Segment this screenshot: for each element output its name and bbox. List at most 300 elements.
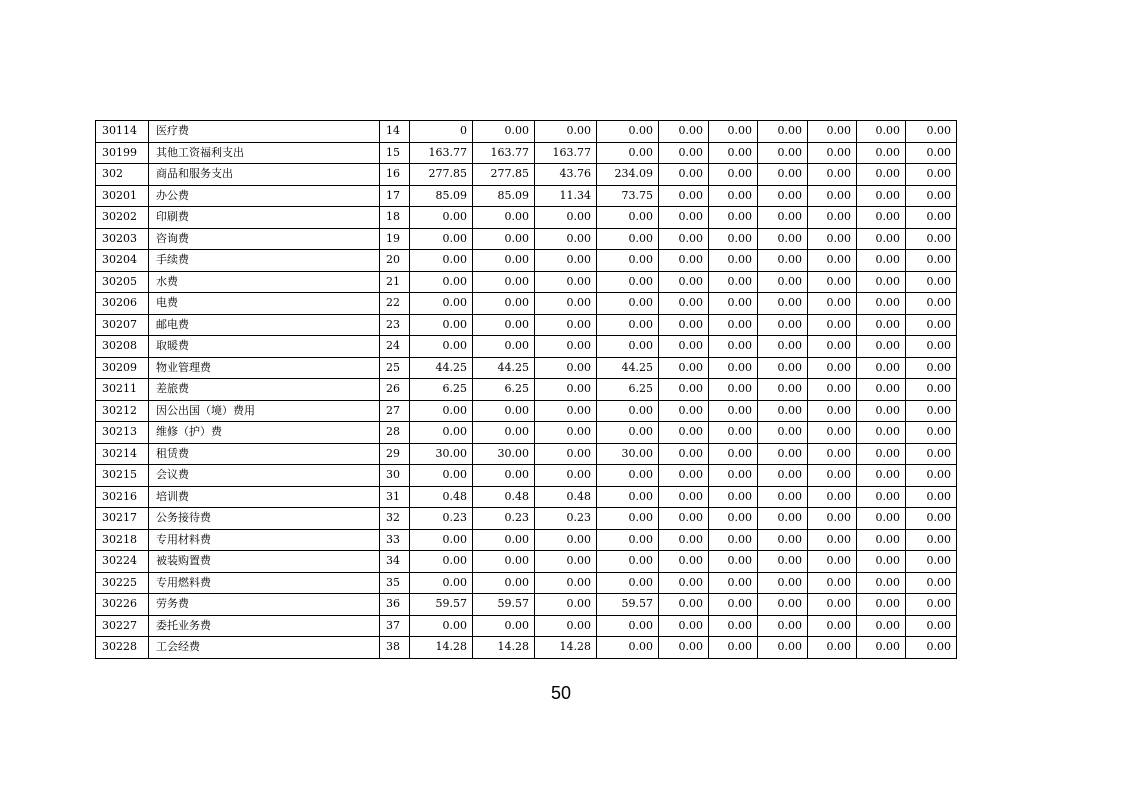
row-value: 0.00 xyxy=(758,551,808,573)
row-value: 14.28 xyxy=(535,637,597,659)
row-value: 0.00 xyxy=(659,615,709,637)
row-value: 0.00 xyxy=(857,637,906,659)
row-value: 0.00 xyxy=(473,422,535,444)
row-value: 0.00 xyxy=(857,400,906,422)
row-value: 0.00 xyxy=(659,164,709,186)
row-value: 0.00 xyxy=(535,314,597,336)
row-value: 0.00 xyxy=(473,572,535,594)
row-number: 19 xyxy=(380,228,410,250)
row-value: 0.00 xyxy=(535,400,597,422)
row-value: 0.00 xyxy=(808,572,857,594)
row-number: 34 xyxy=(380,551,410,573)
row-code: 30204 xyxy=(96,250,149,272)
row-value: 0.00 xyxy=(906,379,957,401)
row-value: 0.00 xyxy=(659,250,709,272)
row-value: 0.00 xyxy=(906,228,957,250)
row-number: 27 xyxy=(380,400,410,422)
row-value: 0 xyxy=(410,121,473,143)
row-name: 医疗费 xyxy=(149,121,380,143)
row-code: 30216 xyxy=(96,486,149,508)
row-value: 0.00 xyxy=(857,207,906,229)
row-value: 0.00 xyxy=(410,529,473,551)
row-number: 14 xyxy=(380,121,410,143)
row-value: 0.00 xyxy=(535,121,597,143)
row-value: 0.00 xyxy=(709,164,758,186)
row-name: 商品和服务支出 xyxy=(149,164,380,186)
row-value: 6.25 xyxy=(410,379,473,401)
row-value: 0.00 xyxy=(659,121,709,143)
table-row xyxy=(96,508,1057,530)
row-value: 0.00 xyxy=(758,594,808,616)
row-value: 0.00 xyxy=(535,379,597,401)
table-row xyxy=(96,443,1057,465)
row-value: 0.00 xyxy=(808,207,857,229)
row-value: 277.85 xyxy=(473,164,535,186)
row-code: 30208 xyxy=(96,336,149,358)
row-value: 0.00 xyxy=(597,228,659,250)
row-value: 0.00 xyxy=(597,486,659,508)
row-value: 0.00 xyxy=(659,400,709,422)
row-value: 0.00 xyxy=(709,529,758,551)
table-row xyxy=(96,465,1057,487)
row-value: 0.00 xyxy=(659,379,709,401)
table-row xyxy=(96,314,1057,336)
row-number: 21 xyxy=(380,271,410,293)
row-value: 43.76 xyxy=(535,164,597,186)
row-value: 0.00 xyxy=(906,293,957,315)
row-value: 0.00 xyxy=(808,508,857,530)
row-value: 0.00 xyxy=(709,594,758,616)
row-value: 0.00 xyxy=(597,400,659,422)
row-value: 0.00 xyxy=(535,594,597,616)
row-name: 水费 xyxy=(149,271,380,293)
row-value: 0.00 xyxy=(410,336,473,358)
row-value: 0.00 xyxy=(758,336,808,358)
row-value: 0.00 xyxy=(758,465,808,487)
table-row xyxy=(96,379,1057,401)
row-value: 0.00 xyxy=(857,379,906,401)
table-body xyxy=(96,121,1057,659)
row-value: 0.00 xyxy=(659,357,709,379)
row-value: 0.00 xyxy=(758,207,808,229)
row-name: 培训费 xyxy=(149,486,380,508)
row-value: 6.25 xyxy=(597,379,659,401)
row-number: 25 xyxy=(380,357,410,379)
row-number: 17 xyxy=(380,185,410,207)
row-value: 0.00 xyxy=(808,271,857,293)
row-number: 23 xyxy=(380,314,410,336)
row-name: 因公出国（境）费用 xyxy=(149,400,380,422)
row-value: 0.00 xyxy=(410,465,473,487)
row-code: 30211 xyxy=(96,379,149,401)
row-value: 0.00 xyxy=(808,142,857,164)
row-name: 委托业务费 xyxy=(149,615,380,637)
table-row xyxy=(96,293,1057,315)
row-value: 0.00 xyxy=(857,529,906,551)
row-value: 59.57 xyxy=(473,594,535,616)
row-value: 0.00 xyxy=(906,400,957,422)
table-row xyxy=(96,228,1057,250)
row-value: 0.00 xyxy=(857,594,906,616)
row-value: 0.00 xyxy=(410,250,473,272)
row-value: 0.00 xyxy=(659,465,709,487)
row-value: 0.00 xyxy=(758,250,808,272)
row-number: 36 xyxy=(380,594,410,616)
row-name: 租赁费 xyxy=(149,443,380,465)
row-number: 32 xyxy=(380,508,410,530)
row-value: 0.00 xyxy=(906,529,957,551)
row-value: 163.77 xyxy=(535,142,597,164)
row-value: 0.00 xyxy=(857,615,906,637)
row-name: 咨询费 xyxy=(149,228,380,250)
table-row xyxy=(96,250,1057,272)
row-value: 0.00 xyxy=(659,228,709,250)
row-value: 0.00 xyxy=(597,572,659,594)
row-value: 0.00 xyxy=(597,271,659,293)
row-value: 0.00 xyxy=(857,422,906,444)
table-row xyxy=(96,551,1057,573)
row-number: 38 xyxy=(380,637,410,659)
row-value: 0.00 xyxy=(808,164,857,186)
row-value: 0.00 xyxy=(808,400,857,422)
row-value: 0.00 xyxy=(597,422,659,444)
table-row xyxy=(96,529,1057,551)
row-value: 0.00 xyxy=(659,207,709,229)
row-name: 专用燃料费 xyxy=(149,572,380,594)
row-value: 0.00 xyxy=(659,443,709,465)
row-name: 手续费 xyxy=(149,250,380,272)
row-value: 0.00 xyxy=(758,164,808,186)
row-value: 0.00 xyxy=(535,357,597,379)
row-value: 0.00 xyxy=(597,121,659,143)
row-value: 0.00 xyxy=(709,615,758,637)
row-number: 37 xyxy=(380,615,410,637)
row-value: 0.00 xyxy=(709,508,758,530)
row-value: 0.00 xyxy=(758,486,808,508)
row-value: 0.00 xyxy=(473,400,535,422)
row-value: 0.00 xyxy=(473,228,535,250)
row-code: 30114 xyxy=(96,121,149,143)
row-name: 维修（护）费 xyxy=(149,422,380,444)
row-value: 0.00 xyxy=(808,594,857,616)
row-value: 0.00 xyxy=(857,465,906,487)
row-value: 0.00 xyxy=(535,529,597,551)
row-number: 26 xyxy=(380,379,410,401)
table-row xyxy=(96,422,1057,444)
row-value: 0.00 xyxy=(906,164,957,186)
row-value: 0.00 xyxy=(906,121,957,143)
row-value: 0.00 xyxy=(709,443,758,465)
table-row xyxy=(96,164,1057,186)
row-value: 0.00 xyxy=(857,508,906,530)
row-value: 14.28 xyxy=(410,637,473,659)
row-value: 0.00 xyxy=(709,551,758,573)
row-value: 0.00 xyxy=(906,207,957,229)
row-value: 0.00 xyxy=(659,142,709,164)
row-name: 邮电费 xyxy=(149,314,380,336)
row-code: 30209 xyxy=(96,357,149,379)
row-name: 会议费 xyxy=(149,465,380,487)
row-value: 0.00 xyxy=(808,314,857,336)
row-value: 0.00 xyxy=(808,422,857,444)
row-value: 0.00 xyxy=(709,465,758,487)
row-value: 0.00 xyxy=(535,615,597,637)
row-value: 0.00 xyxy=(709,271,758,293)
row-value: 0.00 xyxy=(906,637,957,659)
row-value: 0.00 xyxy=(535,271,597,293)
row-code: 30213 xyxy=(96,422,149,444)
row-name: 电费 xyxy=(149,293,380,315)
row-value: 0.00 xyxy=(709,400,758,422)
row-value: 0.00 xyxy=(709,121,758,143)
row-value: 0.00 xyxy=(410,228,473,250)
row-value: 0.00 xyxy=(758,293,808,315)
row-value: 0.00 xyxy=(758,271,808,293)
row-number: 15 xyxy=(380,142,410,164)
row-value: 0.00 xyxy=(709,142,758,164)
row-value: 0.00 xyxy=(659,486,709,508)
row-value: 0.00 xyxy=(597,637,659,659)
table-row xyxy=(96,594,1057,616)
row-value: 0.00 xyxy=(857,293,906,315)
row-name: 公务接待费 xyxy=(149,508,380,530)
row-number: 16 xyxy=(380,164,410,186)
row-value: 0.00 xyxy=(857,572,906,594)
row-value: 0.00 xyxy=(535,250,597,272)
row-value: 0.00 xyxy=(659,336,709,358)
row-name: 被装购置费 xyxy=(149,551,380,573)
row-value: 0.23 xyxy=(410,508,473,530)
table-row xyxy=(96,357,1057,379)
row-value: 0.00 xyxy=(808,443,857,465)
row-code: 30201 xyxy=(96,185,149,207)
row-value: 234.09 xyxy=(597,164,659,186)
row-value: 0.00 xyxy=(535,228,597,250)
table-row xyxy=(96,486,1057,508)
row-value: 0.00 xyxy=(906,508,957,530)
row-value: 0.00 xyxy=(758,314,808,336)
row-number: 29 xyxy=(380,443,410,465)
row-code: 30212 xyxy=(96,400,149,422)
row-value: 0.00 xyxy=(808,357,857,379)
row-value: 0.00 xyxy=(857,357,906,379)
row-value: 163.77 xyxy=(473,142,535,164)
row-value: 0.00 xyxy=(597,293,659,315)
row-code: 302 xyxy=(96,164,149,186)
row-value: 0.00 xyxy=(758,185,808,207)
row-code: 30224 xyxy=(96,551,149,573)
row-value: 14.28 xyxy=(473,637,535,659)
row-code: 30199 xyxy=(96,142,149,164)
row-value: 0.00 xyxy=(410,400,473,422)
row-value: 0.00 xyxy=(659,551,709,573)
row-value: 0.00 xyxy=(857,486,906,508)
row-code: 30206 xyxy=(96,293,149,315)
row-name: 差旅费 xyxy=(149,379,380,401)
row-value: 0.00 xyxy=(597,529,659,551)
row-value: 0.00 xyxy=(410,572,473,594)
row-value: 0.00 xyxy=(857,271,906,293)
row-value: 30.00 xyxy=(410,443,473,465)
row-value: 44.25 xyxy=(410,357,473,379)
row-value: 0.00 xyxy=(473,271,535,293)
row-value: 0.00 xyxy=(597,250,659,272)
row-value: 0.00 xyxy=(758,529,808,551)
row-value: 0.00 xyxy=(473,551,535,573)
row-value: 0.23 xyxy=(535,508,597,530)
row-value: 0.00 xyxy=(808,379,857,401)
row-value: 0.00 xyxy=(857,443,906,465)
row-value: 0.00 xyxy=(709,207,758,229)
row-number: 31 xyxy=(380,486,410,508)
row-name: 劳务费 xyxy=(149,594,380,616)
row-value: 0.00 xyxy=(808,637,857,659)
expenditure-table xyxy=(95,120,1057,659)
row-value: 0.00 xyxy=(758,228,808,250)
table-row xyxy=(96,142,1057,164)
row-value: 0.00 xyxy=(535,207,597,229)
row-value: 0.00 xyxy=(709,486,758,508)
row-value: 59.57 xyxy=(597,594,659,616)
row-value: 0.00 xyxy=(473,465,535,487)
row-code: 30218 xyxy=(96,529,149,551)
row-value: 0.00 xyxy=(758,615,808,637)
row-value: 0.00 xyxy=(906,314,957,336)
row-value: 0.00 xyxy=(906,615,957,637)
row-value: 0.00 xyxy=(906,142,957,164)
row-name: 物业管理费 xyxy=(149,357,380,379)
row-code: 30228 xyxy=(96,637,149,659)
row-value: 0.00 xyxy=(535,443,597,465)
row-value: 0.00 xyxy=(857,336,906,358)
table-row xyxy=(96,336,1057,358)
row-value: 0.00 xyxy=(906,572,957,594)
row-code: 30215 xyxy=(96,465,149,487)
row-value: 0.00 xyxy=(535,465,597,487)
row-value: 0.00 xyxy=(758,637,808,659)
row-name: 取暖费 xyxy=(149,336,380,358)
row-value: 0.00 xyxy=(808,551,857,573)
row-number: 35 xyxy=(380,572,410,594)
table-row xyxy=(96,572,1057,594)
row-value: 0.00 xyxy=(709,314,758,336)
row-code: 30202 xyxy=(96,207,149,229)
row-value: 0.00 xyxy=(410,615,473,637)
row-value: 0.00 xyxy=(857,164,906,186)
row-value: 0.00 xyxy=(808,465,857,487)
row-code: 30225 xyxy=(96,572,149,594)
row-value: 0.00 xyxy=(659,572,709,594)
row-value: 0.00 xyxy=(410,422,473,444)
row-value: 0.00 xyxy=(808,336,857,358)
row-value: 0.00 xyxy=(473,615,535,637)
row-value: 73.75 xyxy=(597,185,659,207)
table-row xyxy=(96,637,1057,659)
row-value: 0.00 xyxy=(758,379,808,401)
row-value: 0.00 xyxy=(597,615,659,637)
row-value: 0.00 xyxy=(808,615,857,637)
row-value: 0.00 xyxy=(535,336,597,358)
table-row xyxy=(96,271,1057,293)
row-value: 0.00 xyxy=(758,357,808,379)
row-value: 0.00 xyxy=(709,357,758,379)
row-value: 0.00 xyxy=(473,314,535,336)
row-value: 0.00 xyxy=(758,508,808,530)
row-value: 0.00 xyxy=(659,271,709,293)
row-value: 30.00 xyxy=(597,443,659,465)
row-value: 0.00 xyxy=(709,293,758,315)
table-row xyxy=(96,207,1057,229)
row-value: 0.00 xyxy=(808,486,857,508)
row-name: 专用材料费 xyxy=(149,529,380,551)
row-code: 30226 xyxy=(96,594,149,616)
row-value: 0.00 xyxy=(709,228,758,250)
page-number: 50 xyxy=(550,683,572,703)
row-value: 0.00 xyxy=(857,314,906,336)
row-value: 0.48 xyxy=(410,486,473,508)
row-value: 0.00 xyxy=(410,551,473,573)
row-value: 0.00 xyxy=(410,271,473,293)
row-value: 0.00 xyxy=(597,207,659,229)
row-code: 30203 xyxy=(96,228,149,250)
row-value: 0.00 xyxy=(597,465,659,487)
row-value: 277.85 xyxy=(410,164,473,186)
row-name: 办公费 xyxy=(149,185,380,207)
row-value: 44.25 xyxy=(597,357,659,379)
row-number: 30 xyxy=(380,465,410,487)
row-value: 0.00 xyxy=(857,551,906,573)
row-value: 0.00 xyxy=(535,551,597,573)
row-value: 0.00 xyxy=(659,293,709,315)
row-number: 28 xyxy=(380,422,410,444)
row-value: 0.00 xyxy=(597,336,659,358)
row-value: 0.00 xyxy=(758,121,808,143)
row-value: 0.00 xyxy=(473,293,535,315)
row-value: 0.00 xyxy=(473,121,535,143)
row-value: 0.00 xyxy=(597,142,659,164)
row-value: 0.00 xyxy=(410,293,473,315)
row-value: 0.00 xyxy=(906,465,957,487)
row-value: 0.00 xyxy=(808,529,857,551)
row-value: 0.00 xyxy=(659,594,709,616)
row-code: 30214 xyxy=(96,443,149,465)
row-value: 0.00 xyxy=(535,422,597,444)
row-value: 0.00 xyxy=(758,400,808,422)
row-value: 0.00 xyxy=(906,336,957,358)
row-value: 0.00 xyxy=(709,422,758,444)
row-value: 0.00 xyxy=(659,185,709,207)
row-value: 0.48 xyxy=(535,486,597,508)
row-value: 0.00 xyxy=(709,185,758,207)
row-code: 30205 xyxy=(96,271,149,293)
row-value: 0.00 xyxy=(906,271,957,293)
row-name: 工会经费 xyxy=(149,637,380,659)
row-value: 0.48 xyxy=(473,486,535,508)
row-value: 0.00 xyxy=(473,336,535,358)
row-value: 0.00 xyxy=(808,185,857,207)
row-value: 0.00 xyxy=(709,572,758,594)
row-value: 0.00 xyxy=(597,551,659,573)
row-value: 0.00 xyxy=(857,142,906,164)
row-name: 其他工资福利支出 xyxy=(149,142,380,164)
row-value: 0.00 xyxy=(857,250,906,272)
row-code: 30207 xyxy=(96,314,149,336)
row-value: 0.00 xyxy=(857,228,906,250)
row-value: 0.00 xyxy=(808,293,857,315)
row-value: 0.00 xyxy=(758,422,808,444)
row-value: 163.77 xyxy=(410,142,473,164)
row-value: 0.00 xyxy=(659,314,709,336)
